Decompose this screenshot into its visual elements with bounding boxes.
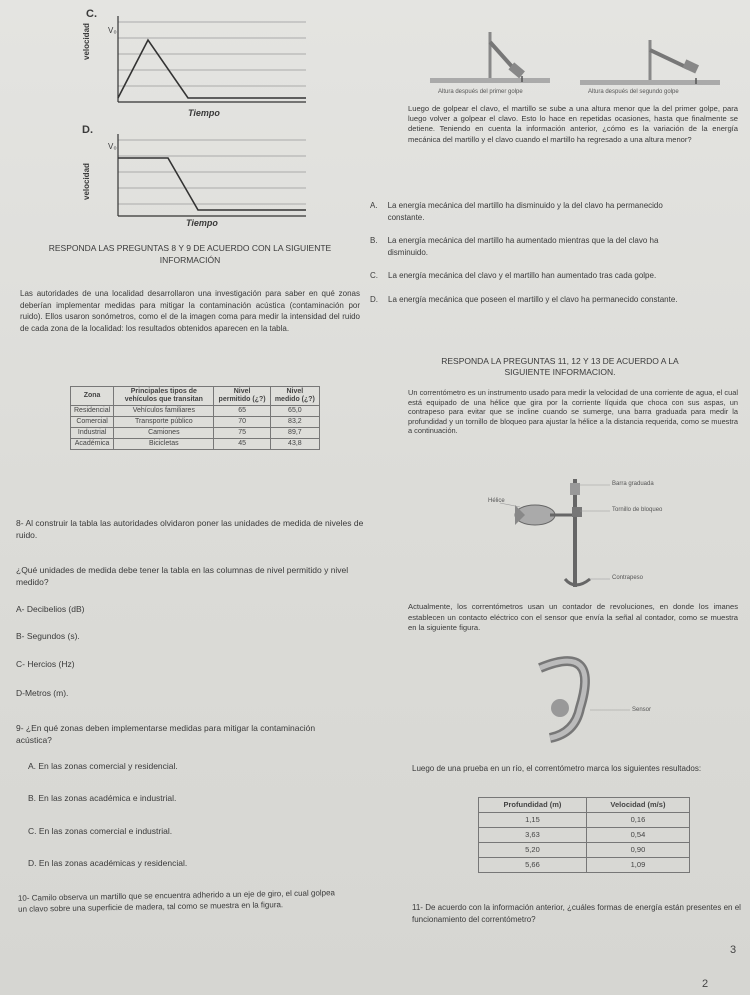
q9-option-a[interactable]: A. En las zonas comercial y residencial. (28, 761, 178, 771)
q9-option-c[interactable]: C. En las zonas comercial e industrial. (28, 826, 173, 836)
table-cell: 75 (214, 428, 270, 439)
q9-text: 9- ¿En qué zonas deben implementarse medidas para mitigar la contaminación acústica? (16, 723, 316, 745)
section-8-9-intro: Las autoridades de una localidad desarrollaron una investigación para saber en qué zonas deberían implementar medidas para mitigar la contaminación acústica (contaminación por ruido). Ellos usaron sonómetros, como el de la imagen coma para medir la intensidad del ruido de cada zona de la localidad: los resultados obtenidos aparecen en la tabla. (20, 289, 360, 333)
table-row (71, 406, 320, 417)
velocity-table (478, 797, 690, 873)
table-cell: 45 (214, 439, 270, 450)
noise-table-header: Zona (71, 387, 114, 406)
graph-d-plot (68, 120, 308, 232)
table-cell: 0,90 (586, 843, 689, 858)
table-cell: 1,15 (479, 813, 587, 828)
sensor-illustration (520, 648, 680, 748)
table-cell: Vehículos familiares (114, 406, 214, 417)
section-8-9-heading-line2: INFORMACIÓN (159, 254, 221, 265)
q10-option-b[interactable] (370, 235, 730, 258)
table-cell: 5,20 (479, 843, 587, 858)
sensor-figure (520, 648, 680, 748)
q11-text: 11- De acuerdo con la información anterior, ¿cuáles formas de energía están presentes en el funcionamiento del correntómetro? (412, 903, 741, 924)
current-meter-illustration (480, 475, 720, 595)
noise-table (70, 386, 320, 450)
sensor-label: Sensor (632, 707, 652, 713)
current-meter-figure (480, 475, 720, 595)
q10-option-letter: A. (370, 201, 378, 210)
table-cell: Residencial (71, 406, 114, 417)
table-cell: Industrial (71, 428, 114, 439)
table-row (479, 813, 690, 828)
page-number: 2 (702, 978, 709, 990)
page-number: 3 (730, 944, 737, 956)
graph-c-v0: V₀ (108, 26, 117, 35)
label-tornillo-bloqueo: Tornillo de bloqueo (612, 507, 663, 513)
table-cell: 65,0 (270, 406, 319, 417)
q10-option-a[interactable] (370, 200, 730, 223)
table-cell: 1,09 (586, 858, 689, 873)
q8-question: ¿Qué unidades de medida debe tener la tabla en las columnas de nivel permitido y nivel medido? (16, 565, 349, 587)
q8-option-d[interactable]: D-Metros (m). (16, 688, 69, 698)
table-row (479, 843, 690, 858)
hammer-caption-1: Altura después del primer golpe (438, 89, 523, 95)
table-row (71, 439, 320, 450)
table-cell: 83,2 (270, 417, 319, 428)
table-cell: Transporte público (114, 417, 214, 428)
graph-d-v0: V₀ (108, 142, 117, 151)
table-cell: 89,7 (270, 428, 319, 439)
table-cell: 43,8 (270, 439, 319, 450)
q10-option-text: La energía mecánica del martillo ha aumentado mientras que la del clavo ha disminuido. (387, 236, 659, 257)
noise-table-header: Nivel permitido (¿?) (214, 387, 270, 406)
q10-option-text: La energía mecánica que poseen el martillo y el clavo ha permanecido constante. (388, 294, 678, 304)
q10-options (370, 200, 730, 306)
graph-c-xlabel: Tiempo (188, 108, 220, 118)
q10-option-letter: C. (370, 271, 378, 281)
q10-option-text: La energía mecánica del martillo ha disminuido y la del clavo ha permanecido constante. (387, 201, 663, 222)
q8-option-c[interactable]: C- Hercios (Hz) (16, 659, 75, 669)
table-cell: Bicicletas (114, 439, 214, 450)
q10-option-text: La energía mecánica del clavo y el martillo han aumentado tras cada golpe. (388, 271, 657, 281)
hammer-caption-2: Altura después del segundo golpe (588, 89, 679, 95)
section-11-13-heading-line2: SIGUIENTE INFORMACION. (504, 366, 616, 377)
graph-d (68, 120, 308, 232)
graph-c-plot (68, 2, 308, 120)
q10-option-letter: D. (370, 294, 378, 304)
noise-table-header-row (71, 387, 320, 406)
q8-option-b[interactable]: B- Segundos (s). (16, 631, 80, 641)
q10-option-c[interactable] (370, 270, 730, 282)
table-cell: Camiones (114, 428, 214, 439)
table-row (71, 428, 320, 439)
q10-text: 10- Camilo observa un martillo que se encuentra adherido a un eje de giro, el cual golpea un clavo sobre una superficie de madera, tal como se muestra en la figura. (17, 888, 336, 914)
hammer-illustration (410, 12, 740, 92)
hammer-figure (410, 12, 740, 104)
graph-c (68, 2, 308, 120)
table-row (479, 858, 690, 873)
graph-d-ylabel: velocidad (82, 163, 91, 200)
table-cell: Comercial (71, 417, 114, 428)
section-11-13-heading (400, 356, 720, 377)
label-barra-graduada: Barra graduada (612, 481, 654, 487)
velocity-table-header: Velocidad (m/s) (586, 798, 689, 813)
table-cell: 5,66 (479, 858, 587, 873)
table-cell: 70 (214, 417, 270, 428)
table-cell: 0,54 (586, 828, 689, 843)
section-8-9-heading (20, 243, 360, 266)
table-row (71, 417, 320, 428)
q9-option-b[interactable]: B. En las zonas académica e industrial. (28, 793, 177, 803)
graph-d-xlabel: Tiempo (186, 218, 218, 228)
graph-c-label: C. (86, 8, 97, 20)
label-helice: Hélice (488, 498, 505, 504)
section-11-13-intro: Un correntómetro es un instrumento usado para medir la velocidad de una corriente de agua, el cual está equipado de una hélice que gira por la corriente líquida que choca con sus aspas, un contrapeso para evitar que se incline cuando se sumerge, una barra graduada para medir la profundidad y un tornillo de bloqueo para ajustar la hélice a la distancia requerida, como se muestra a continuación. (408, 388, 738, 435)
velocity-table-header: Profundidad (m) (479, 798, 587, 813)
q10-option-letter: B. (370, 236, 378, 246)
table-cell: 0,16 (586, 813, 689, 828)
q10-option-d[interactable] (370, 294, 730, 306)
q8-text: 8- Al construir la tabla las autoridades olvidaron poner las unidades de medida de niveles de ruido. (16, 518, 364, 540)
section-11-13-para3: Luego de una prueba en un río, el correntómetro marca los siguientes resultados: (412, 764, 702, 773)
table-cell: Académica (71, 439, 114, 450)
noise-table-header: Nivel medido (¿?) (270, 387, 319, 406)
q8-option-a[interactable]: A- Decibelios (dB) (16, 604, 85, 614)
table-cell: 65 (214, 406, 270, 417)
velocity-table-header-row (479, 798, 690, 813)
q10-continuation: Luego de golpear el clavo, el martillo se sube a una altura menor que la del primer golpe, para luego volver a golpear el clavo. Esto lo hace en repetidas ocasiones, hasta que finalmente se detiene. Teniendo en cuenta la información anterior, ¿cómo es la variación de la energía mecánica del martillo y el clavo cuando el martillo ha regresado a una altura menor? (408, 104, 738, 144)
graph-c-ylabel: velocidad (82, 23, 91, 60)
section-8-9-heading-line1: RESPONDA LAS PREGUNTAS 8 Y 9 DE ACUERDO CON LA SIGUIENTE (48, 243, 332, 253)
section-11-13-para2: Actualmente, los correntómetros usan un contador de revoluciones, en donde los imanes establecen un contacto eléctrico con el sensor que envía la señal al contador, como se muestra en la siguiente figura. (408, 602, 738, 632)
noise-table-header: Principales tipos de vehículos que transitan (114, 387, 214, 406)
graph-d-label: D. (82, 124, 93, 136)
table-cell: 3,63 (479, 828, 587, 843)
table-row (479, 828, 690, 843)
section-11-13-heading-line1: RESPONDA LA PREGUNTAS 11, 12 Y 13 DE ACUERDO A LA (441, 356, 679, 366)
q9-option-d[interactable]: D. En las zonas académicas y residencial. (28, 858, 188, 868)
label-contrapeso: Contrapeso (612, 575, 644, 581)
